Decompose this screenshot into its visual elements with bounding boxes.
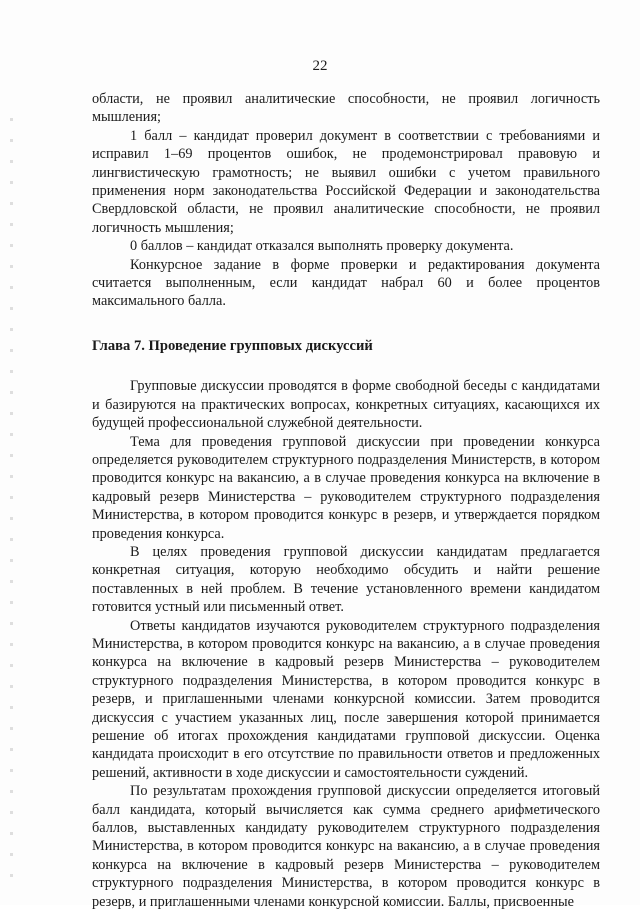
paragraph-score-0: 0 баллов – кандидат отказался выполнять проверку документа.: [130, 238, 514, 255]
paragraph-score-1: 1 балл – кандидат проверил документ в соответствии с требованиями и исправил 1–69 процентов ошибок, не продемонстрировал правовую и лингвистическую грамотность; не выявил ошибки с учетом правильного применения норм законодательства Российской Федерации и законодательства Свердловской области, не проявил аналитические способности, не проявил логичность мышления;: [92, 127, 600, 236]
chapter-title: Глава 7. Проведение групповых дискуссий: [92, 337, 373, 354]
paragraph-discussion-topic: Тема для проведения групповой дискуссии при проведении конкурса определяется руководителем структурного подразделения Министерств, в котором проводится конкурс на вакансию, а в случае проведения конкурса на включение в кадровый резерв Министерства – руководителем структурного подразделения Министерства, в котором проводится конкурс в резерв, и утверждается порядком проведения конкурса.: [92, 433, 600, 542]
paragraph-discussion-purpose: В целях проведения групповой дискуссии кандидатам предлагается конкретная ситуация, которую необходимо обсудить и найти решение поставленных в ней проблем. В течение установленного времени кандидатом готовится устный или письменный ответ.: [92, 543, 600, 616]
paragraph-completion-criteria: Конкурсное задание в форме проверки и редактирования документа считается выполненным, если кандидат набрал 60 и более процентов максимального балла.: [92, 256, 600, 310]
scan-margin-marks: [10, 100, 13, 880]
paragraph-continuation: области, не проявил аналитические способности, не проявил логичность мышления;: [92, 91, 600, 126]
document-body: [92, 90, 600, 911]
paragraph-group-discussion-form: Групповые дискуссии проводятся в форме свободной беседы с кандидатами и базируются на практических вопросах, конкретных ситуациях, касающихся их будущей профессиональной служебной деятельности.: [92, 378, 600, 432]
paragraph-answers-review: Ответы кандидатов изучаются руководителем структурного подразделения Министерства, в котором проводится конкурс на вакансию, а в случае проведения конкурса на включение в кадровый резерв Министерства – руководителем структурного подразделения Министерства, в котором проводится конкурс в резерв, и приглашенными членами конкурсной комиссии. Затем проводится дискуссия с участием указанных лиц, после завершения которой принимается решение об итогах прохождения кандидатами групповой дискуссии. Оценка кандидата происходит в его отсутствие по правильности ответов и предложенных решений, активности в ходе дискуссии и самостоятельности суждений.: [92, 617, 600, 781]
paragraph-final-score: По результатам прохождения групповой дискуссии определяется итоговый балл кандидата, который вычисляется как сумма среднего арифметического баллов, выставленных кандидату руководителем структурного подразделения Министерства, в котором проводится конкурс на вакансию, а в случае проведения конкурса на включение в кадровый резерв Министерства – руководителем структурного подразделения Министерства, в котором проводится конкурс в резерв, и приглашенными членами конкурсной комиссии. Баллы, присвоенные: [92, 783, 600, 910]
page-number: 22: [312, 58, 328, 74]
